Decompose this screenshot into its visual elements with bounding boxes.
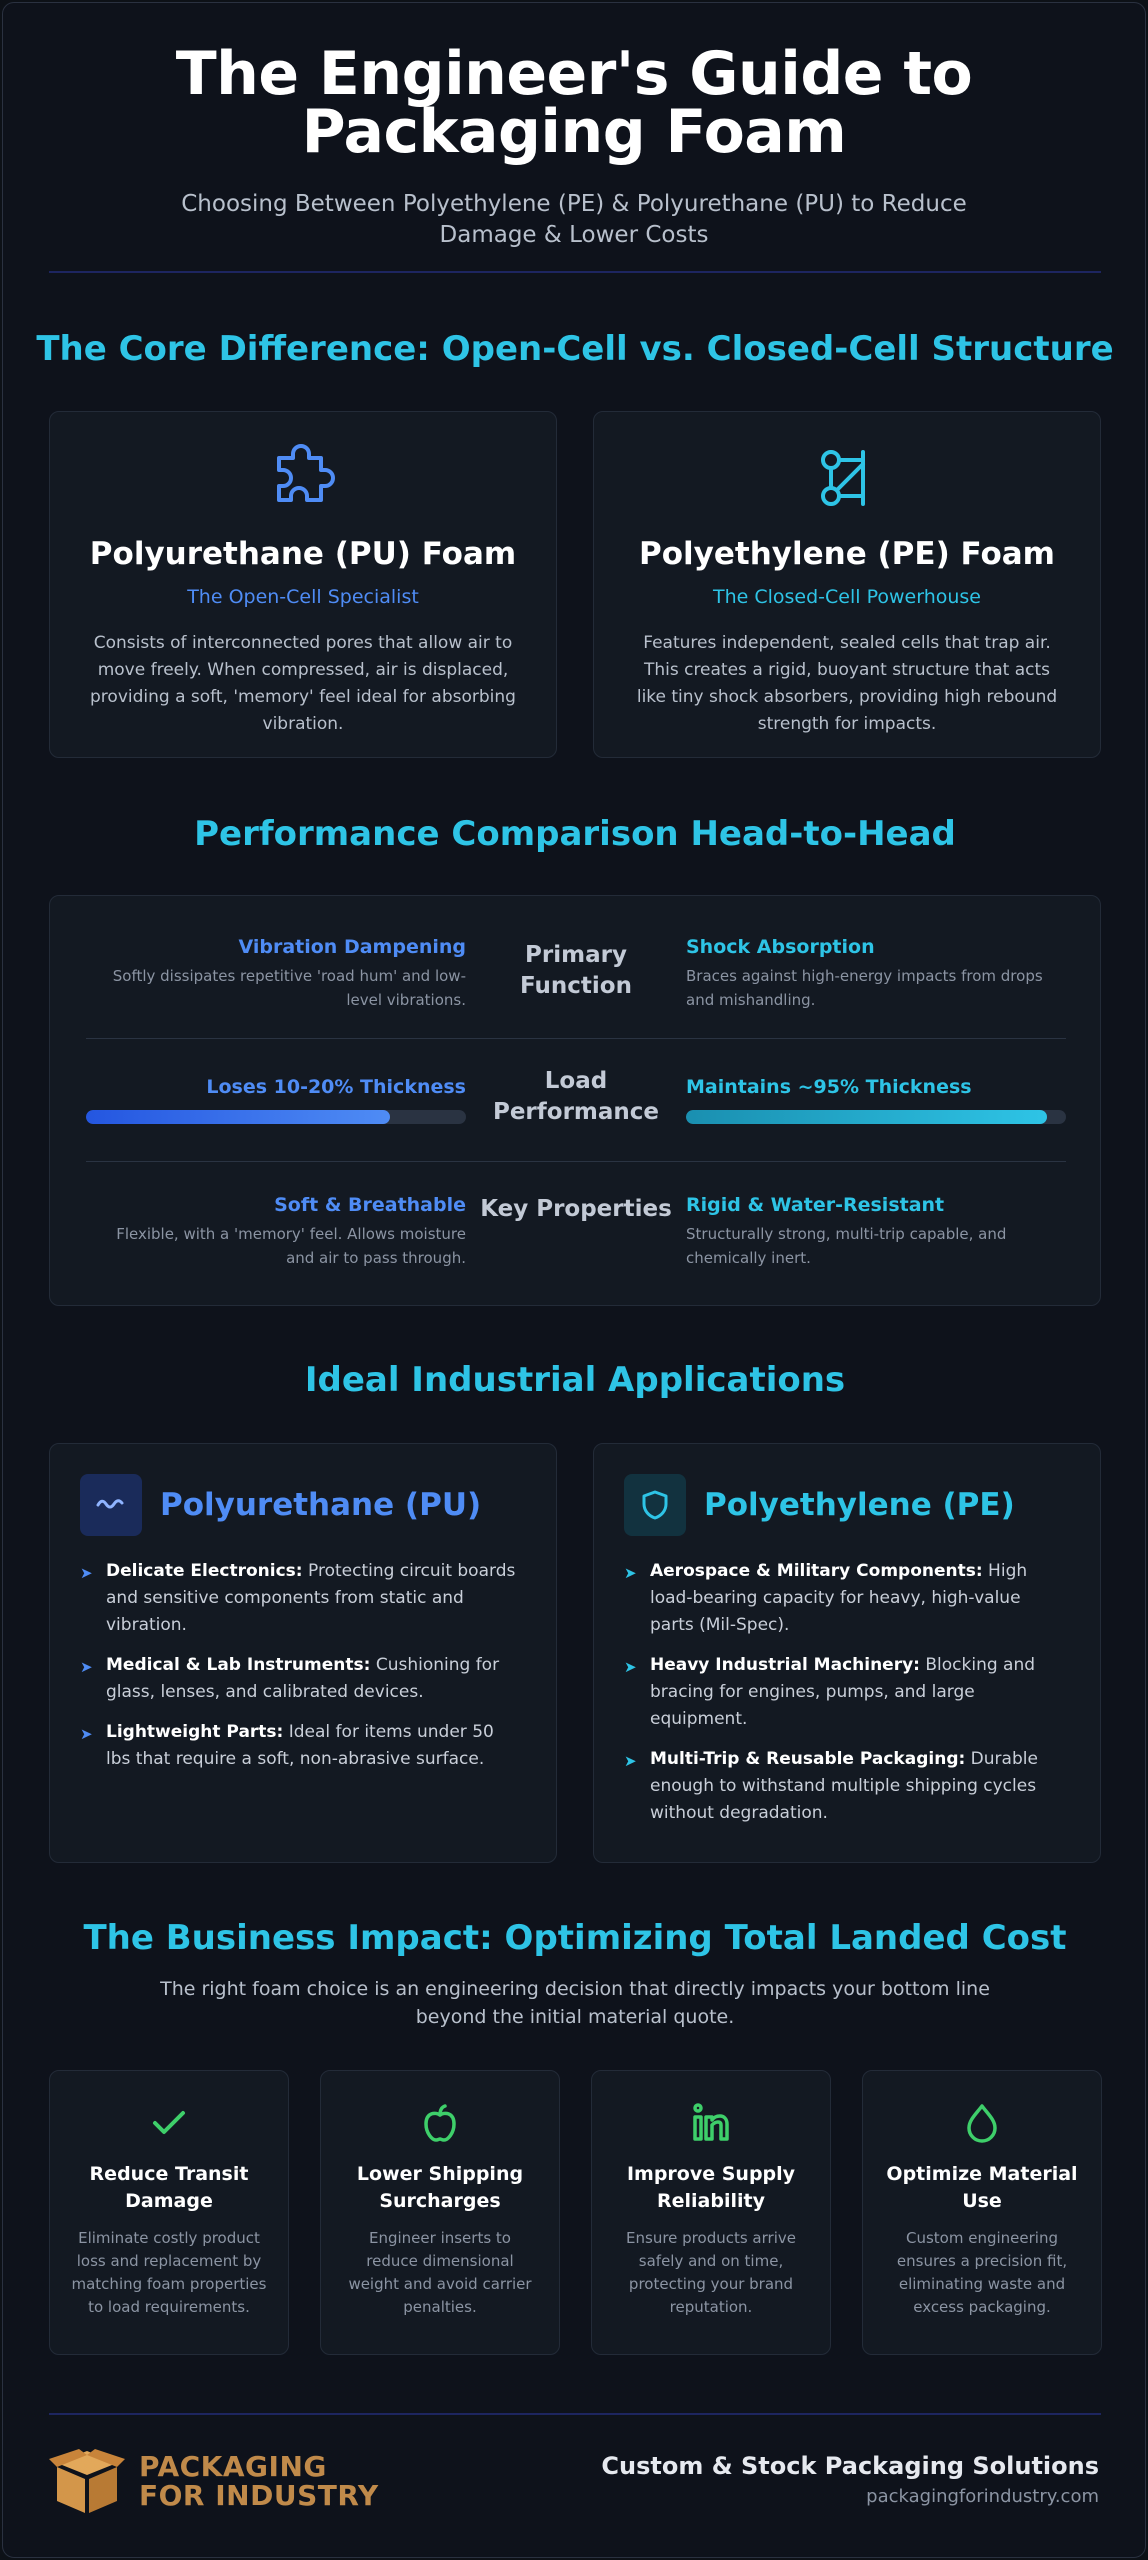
item-text: Durable enough to withstand multiple shipping cycles without degradation. — [650, 1749, 1038, 1823]
business-card-text: Ensure products arrive safely and on time, protecting your brand reputation. — [626, 2229, 796, 2316]
pu-applications-header — [80, 1474, 481, 1536]
core-section-title: The Core Difference: Open-Cell vs. Closed-Cell Structure — [36, 329, 1114, 369]
puzzle-icon — [263, 440, 343, 520]
shield-icon — [624, 1474, 686, 1536]
business-card-title: Optimize Material Use — [886, 2163, 1078, 2212]
performance-section-title: Performance Comparison Head-to-Head — [194, 814, 956, 854]
item-text: High load-bearing capacity for heavy, high-value parts (Mil-Spec). — [650, 1561, 1028, 1635]
molecule-icon — [807, 440, 887, 520]
business-section-title: The Business Impact: Optimizing Total Landed Cost — [83, 1918, 1067, 1958]
business-intro-text: The right foam choice is an engineering decision that directly impacts your bottom line beyond the initial material quote. — [160, 1978, 990, 2028]
pu-thickness-bar — [86, 1110, 466, 1124]
pu-applications-heading: Polyurethane (PU) — [160, 1487, 482, 1523]
item-text: Protecting circuit boards and sensitive components from static and vibration. — [106, 1561, 516, 1635]
pe-core-description: Features independent, sealed cells that trap air. This creates a rigid, buoyant structure that acts like tiny shock absorbers, providing high rebound strength for impacts. — [636, 633, 1058, 734]
list-item: ➤ Medical & Lab Instruments: Cushioning for glass, lenses, and calibrated devices. — [80, 1655, 500, 1702]
business-card-text: Eliminate costly product loss and replacement by matching foam properties to load requirements. — [71, 2229, 267, 2316]
pe-core-card — [593, 411, 1101, 758]
footer-divider — [49, 2413, 1101, 2415]
pu-properties-text: Flexible, with a 'memory' feel. Allows moisture and air to pass through. — [116, 1225, 466, 1267]
pu-column — [86, 1194, 466, 1270]
business-card-transit-damage — [49, 2070, 289, 2355]
row-divider — [86, 1161, 1066, 1162]
pe-core-tagline: The Closed-Cell Powerhouse — [712, 586, 981, 608]
business-intro — [3, 1975, 1146, 2031]
item-title: Multi-Trip & Reusable Packaging: — [650, 1749, 966, 1769]
pu-core-name: Polyurethane (PU) Foam — [89, 536, 517, 572]
performance-comparison-card — [49, 895, 1101, 1306]
footer-info — [601, 2452, 1099, 2507]
pu-properties-title: Soft & Breathable — [274, 1194, 466, 1216]
linkedin-icon — [689, 2101, 733, 2145]
list-item: ➤ Multi-Trip & Reusable Packaging: Durable enough to withstand multiple shipping cycles without degradation. — [624, 1749, 1038, 1823]
apple-icon — [418, 2101, 462, 2145]
pe-column — [686, 936, 1066, 1012]
pe-function-title: Shock Absorption — [686, 936, 875, 958]
business-card-shipping-surcharges — [320, 2070, 560, 2355]
applications-section-title: Ideal Industrial Applications — [304, 1360, 846, 1400]
page-subtitle: Choosing Between Polyethylene (PE) & Polyurethane (PU) to Reduce Damage & Lower Costs — [181, 191, 967, 248]
list-item: ➤ Aerospace & Military Components: High load-bearing capacity for heavy, high-value parts (Mil-Spec). — [624, 1561, 1028, 1635]
business-card-title: Reduce Transit Damage — [89, 2163, 249, 2212]
list-item: ➤ Heavy Industrial Machinery: Blocking and bracing for engines, pumps, and large equipment. — [624, 1655, 1036, 1729]
pe-thickness-bar — [686, 1110, 1066, 1124]
company-logo — [49, 2447, 379, 2515]
row-label: Primary Function — [519, 942, 632, 999]
footer-tagline: Custom & Stock Packaging Solutions — [601, 2452, 1099, 2480]
business-card-material-use — [862, 2070, 1102, 2355]
business-card-title: Lower Shipping Surcharges — [356, 2163, 524, 2212]
pe-applications-header — [624, 1474, 1015, 1536]
pu-column — [86, 936, 466, 1012]
business-card-title: Improve Supply Reliability — [626, 2163, 796, 2212]
pe-function-text: Braces against high-energy impacts from drops and mishandling. — [686, 967, 1043, 1009]
item-text: Cushioning for glass, lenses, and calibrated devices. — [106, 1655, 500, 1702]
business-card-text: Engineer inserts to reduce dimensional weight and avoid carrier penalties. — [348, 2229, 532, 2316]
pu-function-text: Softly dissipates repetitive 'road hum' and low-level vibrations. — [112, 967, 466, 1009]
item-title: Heavy Industrial Machinery: — [650, 1655, 920, 1675]
pe-properties-text: Structurally strong, multi-trip capable, and chemically inert. — [686, 1225, 1007, 1267]
droplet-icon — [960, 2101, 1004, 2145]
pe-column — [686, 1076, 1066, 1098]
row-label: Key Properties — [480, 1196, 672, 1222]
pu-applications-list — [80, 1558, 520, 1786]
footer-url[interactable]: packagingforindustry.com — [866, 2486, 1099, 2507]
item-title: Medical & Lab Instruments: — [106, 1655, 371, 1675]
logo-text — [139, 2452, 379, 2510]
header-divider — [49, 271, 1101, 273]
item-title: Delicate Electronics: — [106, 1561, 303, 1581]
list-item: ➤ Lightweight Parts: Ideal for items under 50 lbs that require a soft, non-abrasive surface. — [80, 1722, 494, 1769]
page-title: The Engineer's Guide to Packaging Foam — [175, 39, 973, 167]
pu-load-title: Loses 10-20% Thickness — [206, 1076, 466, 1098]
pu-function-title: Vibration Dampening — [238, 936, 466, 958]
pe-core-name: Polyethylene (PE) Foam — [639, 536, 1055, 572]
pe-applications-heading: Polyethylene (PE) — [704, 1487, 1015, 1523]
pu-core-card — [49, 411, 557, 758]
business-card-supply-reliability — [591, 2070, 831, 2355]
item-text: Blocking and bracing for engines, pumps, and large equipment. — [650, 1655, 1036, 1729]
pe-column — [686, 1194, 1066, 1270]
box-logo-icon — [49, 2447, 125, 2515]
pe-applications-list — [624, 1558, 1064, 1840]
item-text: Ideal for items under 50 lbs that require a soft, non-abrasive surface. — [106, 1722, 494, 1769]
hero — [3, 3, 1145, 251]
pe-load-title: Maintains ~95% Thickness — [686, 1076, 972, 1098]
pu-core-tagline: The Open-Cell Specialist — [187, 586, 419, 608]
pu-thickness-fill — [86, 1110, 390, 1124]
pe-thickness-fill — [686, 1110, 1047, 1124]
logo-line-1: PACKAGING — [139, 2450, 327, 2483]
logo-line-2: FOR INDUSTRY — [139, 2479, 379, 2512]
infographic-page — [2, 2, 1146, 2558]
pu-applications-card — [49, 1443, 557, 1863]
list-item: ➤ Delicate Electronics: Protecting circuit boards and sensitive components from static and vibration. — [80, 1561, 516, 1635]
business-card-text: Custom engineering ensures a precision fit, eliminating waste and excess packaging. — [896, 2229, 1068, 2316]
item-title: Aerospace & Military Components: — [650, 1561, 983, 1581]
pu-core-description: Consists of interconnected pores that allow air to move freely. When compressed, air is displaced, providing a soft, 'memory' feel ideal for absorbing vibration. — [90, 633, 516, 734]
item-title: Lightweight Parts: — [106, 1722, 284, 1742]
row-divider — [86, 1038, 1066, 1039]
wave-icon — [80, 1474, 142, 1536]
check-icon — [147, 2101, 191, 2145]
pe-properties-title: Rigid & Water-Resistant — [686, 1194, 945, 1216]
pu-column — [86, 1076, 466, 1098]
row-label: Load Performance — [492, 1068, 660, 1125]
pe-applications-card — [593, 1443, 1101, 1863]
